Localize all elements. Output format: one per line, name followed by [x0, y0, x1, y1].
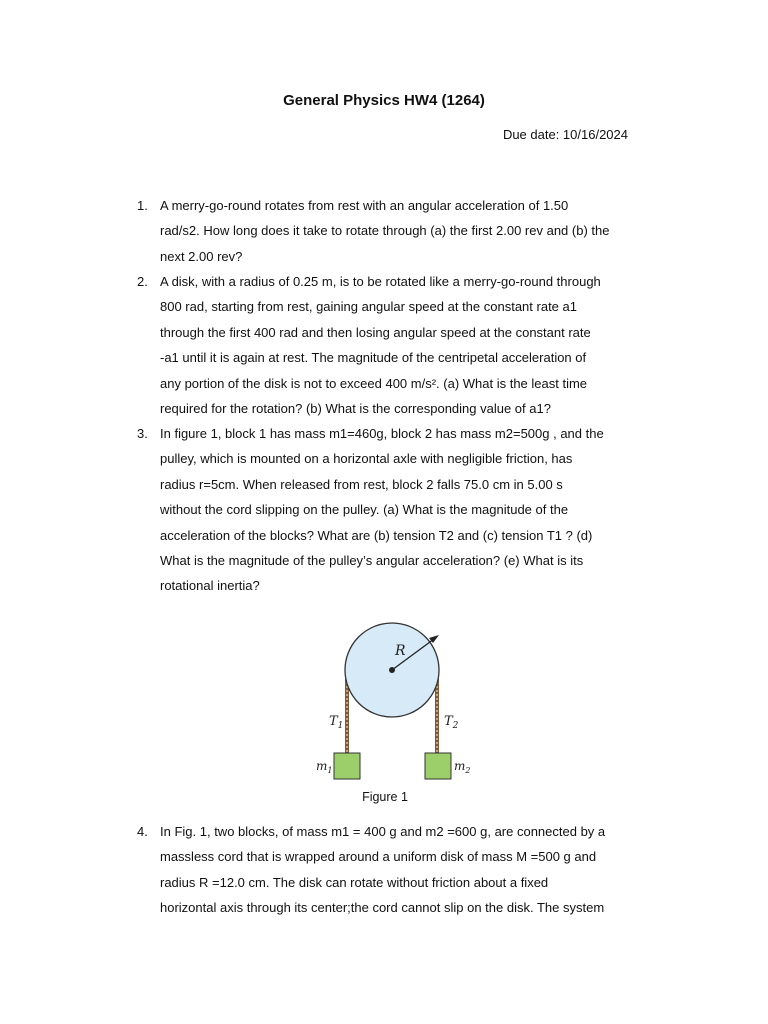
problem-line: A disk, with a radius of 0.25 m, is to be rotated like a merry-go-round through: [160, 274, 601, 289]
pulley-figure: [305, 612, 489, 792]
m1-subscript: 1: [327, 766, 333, 775]
problem-2: [137, 269, 637, 421]
problem-line: rotational inertia?: [160, 578, 260, 594]
problem-line: 800 rad, starting from rest, gaining angular speed at the constant rate a1: [160, 299, 577, 315]
problem-number: 1.: [137, 198, 148, 213]
problem-number: 2.: [137, 274, 148, 289]
problem-text: [160, 193, 637, 269]
problem-3: [137, 421, 637, 599]
problem-line: massless cord that is wrapped around a uniform disk of mass M =500 g and: [160, 849, 597, 865]
problem-line: without the cord slipping on the pulley. (a) What is the magnitude of the: [160, 502, 569, 518]
problem-line: horizontal axis through its center;the cord cannot slip on the disk. The system: [160, 900, 605, 916]
problem-line: pulley, which is mounted on a horizontal axle with negligible friction, has: [160, 451, 573, 467]
problem-4: [137, 819, 637, 921]
problem-line: What is the magnitude of the pulley’s angular acceleration? (e) What is its: [160, 552, 584, 568]
problem-number: 4.: [137, 824, 148, 839]
problem-number: 3.: [137, 426, 148, 441]
m2-label: [454, 759, 470, 775]
t1-label: [329, 714, 343, 731]
t1-letter: T: [329, 714, 338, 729]
problem-line: rad/s2. How long does it take to rotate through (a) the first 2.00 rev and (b) the: [160, 223, 610, 239]
t1-subscript: 1: [337, 721, 344, 731]
due-date: Due date: 10/16/2024: [502, 127, 628, 142]
problem-line: radius r=5cm. When released from rest, block 2 falls 75.0 cm in 5.00 s: [160, 476, 563, 492]
block-m1: [334, 753, 360, 779]
problem-text: [160, 421, 637, 599]
pulley-diagram: [305, 612, 489, 792]
m2-letter: m: [454, 759, 466, 773]
m2-subscript: 2: [465, 766, 471, 775]
m1-label: [316, 759, 332, 775]
figure-caption: [0, 788, 768, 806]
problem-line: radius R =12.0 cm. The disk can rotate without friction about a fixed: [160, 874, 549, 890]
problem-text: [160, 269, 637, 421]
pulley-center: [389, 667, 395, 673]
problem-line: In figure 1, block 1 has mass m1=460g, block 2 has mass m2=500g , and the: [160, 426, 604, 441]
document-title: General Physics HW4 (1264): [283, 92, 485, 109]
problem-text: [160, 819, 637, 921]
t2-letter: T: [444, 714, 453, 729]
m1-letter: m: [316, 759, 328, 773]
problem-line: -a1 until it is again at rest. The magnitude of the centripetal acceleration of: [160, 350, 587, 366]
radius-label: R: [395, 643, 406, 659]
problem-line: In Fig. 1, two blocks, of mass m1 = 400 g and m2 =600 g, are connected by a: [160, 824, 606, 839]
block-m2: [425, 753, 451, 779]
t2-label: [444, 714, 459, 731]
problem-line: A merry-go-round rotates from rest with an angular acceleration of 1.50: [160, 198, 569, 213]
t2-subscript: 2: [452, 721, 459, 731]
problem-1: [137, 193, 637, 269]
problem-line: required for the rotation? (b) What is the corresponding value of a1?: [160, 400, 551, 416]
problem-line: acceleration of the blocks? What are (b) tension T2 and (c) tension T1 ? (d): [160, 527, 593, 543]
problem-line: through the first 400 rad and then losing angular speed at the constant rate: [160, 324, 591, 340]
problem-line: any portion of the disk is not to exceed 400 m/s². (a) What is the least time: [160, 375, 588, 391]
figure-caption-text: Figure 1: [362, 790, 408, 804]
problem-line: next 2.00 rev?: [160, 248, 243, 264]
